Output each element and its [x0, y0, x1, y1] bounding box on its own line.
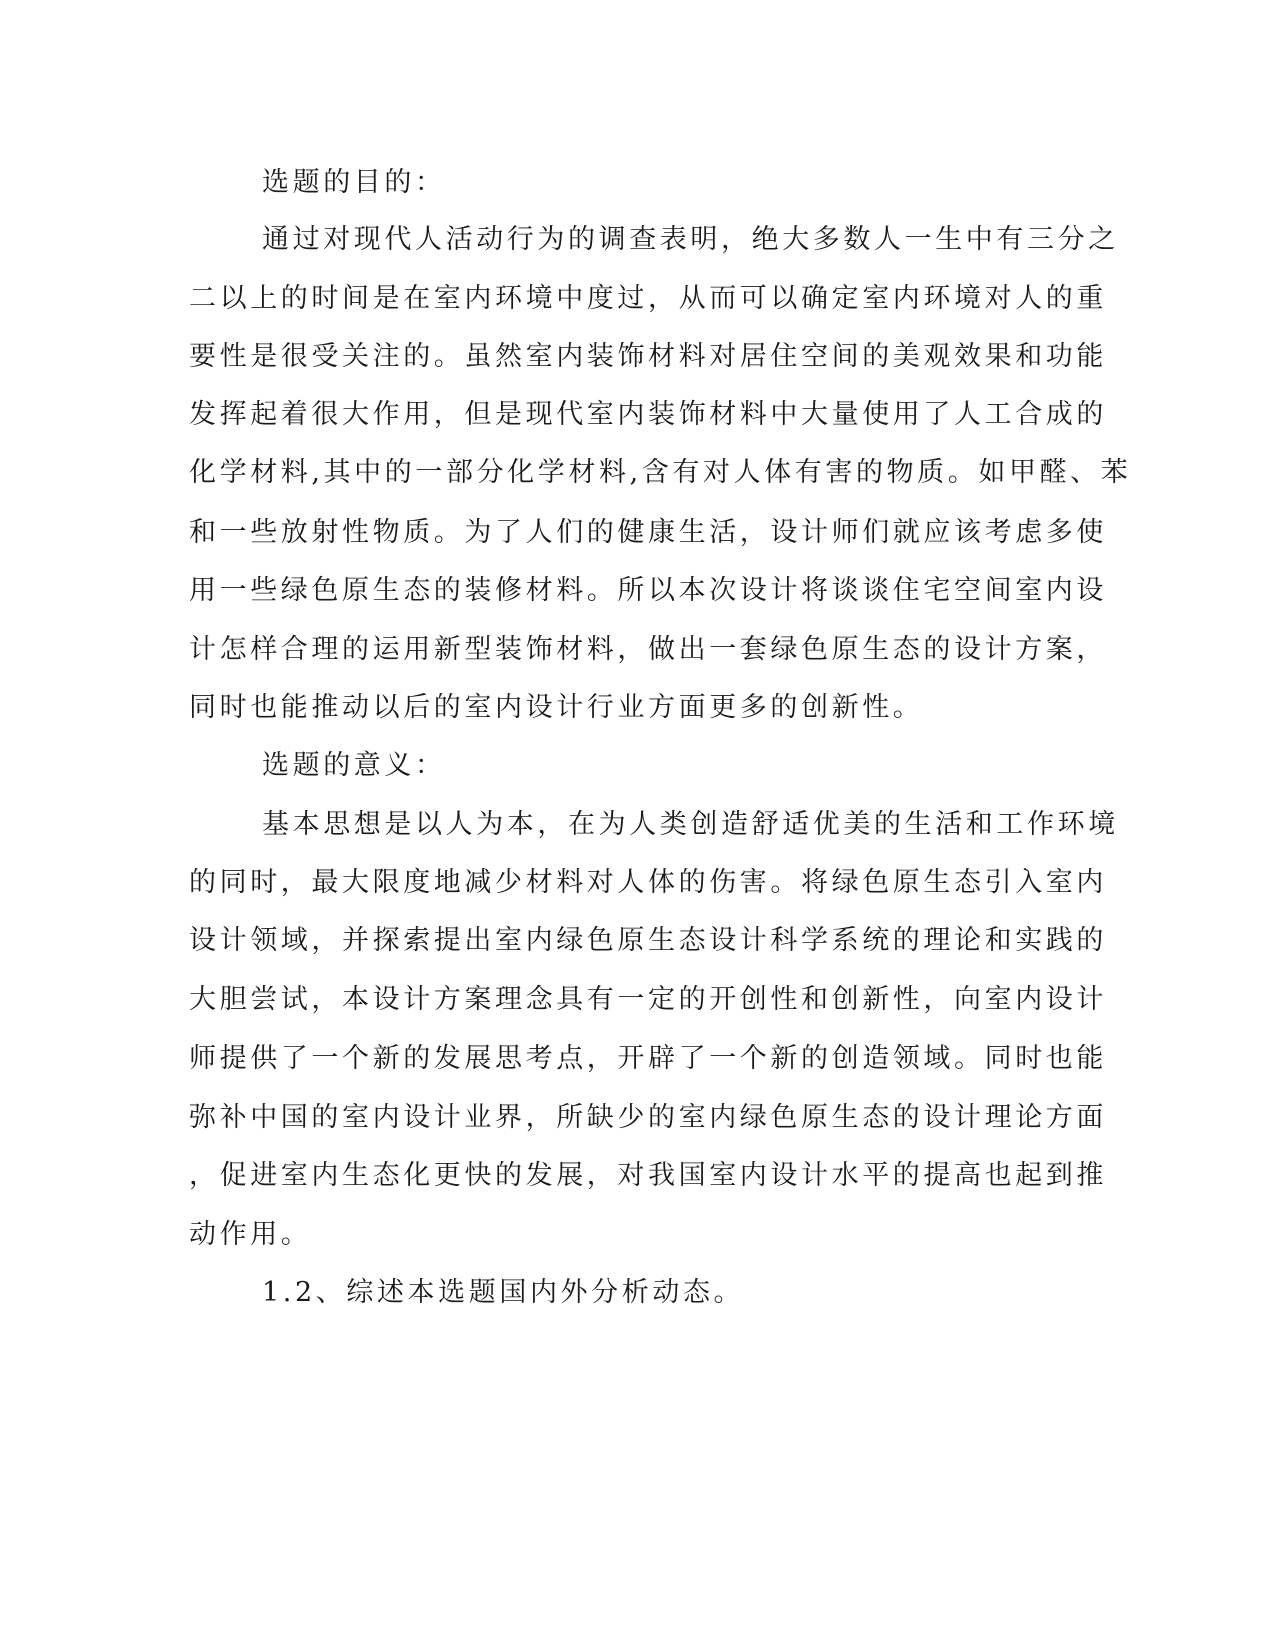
section-1-2-heading: 1.2、综述本选题国内外分析动态。 [262, 1277, 745, 1308]
significance-paragraph-line: 的同时，最大限度地减少材料对人体的伤害。将绿色原生态引入室内 [189, 867, 1107, 898]
significance-paragraph-line: 基本思想是以人为本，在为人类创造舒适优美的生活和工作环境 [262, 809, 1119, 840]
significance-paragraph-line: 弥补中国的室内设计业界，所缺少的室内绿色原生态的设计理论方面 [189, 1102, 1107, 1133]
purpose-paragraph-line: 要性是很受关注的。虽然室内装饰材料对居住空间的美观效果和功能 [189, 341, 1107, 372]
significance-paragraph-line: ，促进室内生态化更快的发展，对我国室内设计水平的提高也起到推 [189, 1160, 1107, 1191]
purpose-paragraph-line: 和一些放射性物质。为了人们的健康生活，设计师们就应该考虑多使 [189, 517, 1107, 548]
significance-paragraph-line: 大胆尝试，本设计方案理念具有一定的开创性和创新性，向室内设计 [189, 984, 1107, 1015]
purpose-paragraph-line: 同时也能推动以后的室内设计行业方面更多的创新性。 [189, 692, 924, 723]
purpose-paragraph-line: 化学材料,其中的一部分化学材料,含有对人体有害的物质。如甲醛、苯 [189, 457, 1132, 488]
purpose-heading: 选题的目的： [262, 167, 446, 198]
purpose-paragraph-line: 通过对现代人活动行为的调查表明，绝大多数人一生中有三分之 [262, 224, 1119, 255]
purpose-paragraph-line: 计怎样合理的运用新型装饰材料，做出一套绿色原生态的设计方案， [189, 634, 1107, 665]
significance-heading: 选题的意义： [262, 750, 446, 781]
significance-paragraph-line: 师提供了一个新的发展思考点，开辟了一个新的创造领域。同时也能 [189, 1043, 1107, 1074]
significance-paragraph-line: 动作用。 [189, 1219, 312, 1250]
purpose-paragraph-line: 二以上的时间是在室内环境中度过，从而可以确定室内环境对人的重 [189, 283, 1107, 314]
purpose-paragraph-line: 发挥起着很大作用，但是现代室内装饰材料中大量使用了人工合成的 [189, 399, 1107, 430]
purpose-paragraph-line: 用一些绿色原生态的装修材料。所以本次设计将谈谈住宅空间室内设 [189, 575, 1107, 606]
significance-paragraph-line: 设计领域，并探索提出室内绿色原生态设计科学系统的理论和实践的 [189, 925, 1107, 956]
